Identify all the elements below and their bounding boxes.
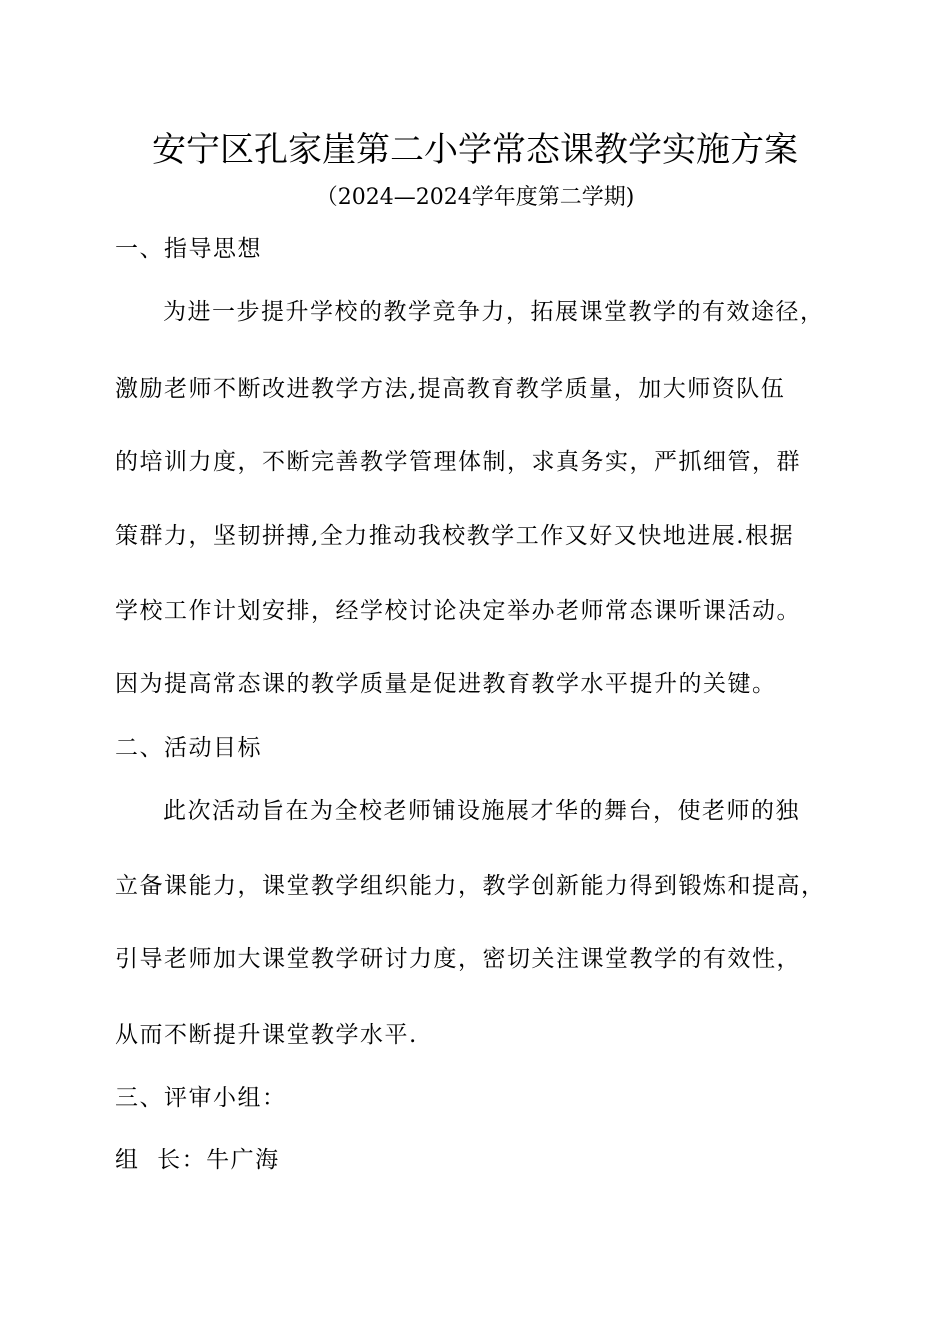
paragraph-line: 激励老师不断改进教学方法,提高教育教学质量，加大师资队伍 [115, 376, 786, 402]
paragraph-line: 学校工作计划安排，经学校讨论决定举办老师常态课听课活动。 [115, 598, 801, 624]
review-panel-leader: 组 长：牛广海 [115, 1147, 280, 1173]
paragraph-line: 因为提高常态课的教学质量是促进教育教学水平提升的关键。 [115, 671, 777, 697]
section-heading-activity-goals: 二、活动目标 [115, 735, 262, 761]
section-heading-guiding-ideology: 一、指导思想 [115, 236, 262, 262]
paragraph-line: 的培训力度，不断完善教学管理体制，求真务实，严抓细管，群 [115, 449, 801, 475]
paragraph-line: 此次活动旨在为全校老师铺设施展才华的舞台，使老师的独 [163, 798, 800, 824]
paragraph-line: 策群力，坚韧拼搏,全力推动我校教学工作又好又快地进展.根据 [115, 523, 795, 549]
paragraph-line: 立备课能力，课堂教学组织能力，教学创新能力得到锻炼和提高， [115, 873, 826, 899]
paragraph-line: 为进一步提升学校的教学竞争力，拓展课堂教学的有效途径， [163, 299, 825, 325]
document-title: 安宁区孔家崖第二小学常态课教学实施方案 [152, 130, 798, 170]
paragraph-line: 引导老师加大课堂教学研讨力度，密切关注课堂教学的有效性， [115, 946, 801, 972]
paragraph-line: 从而不断提升课堂教学水平. [115, 1022, 418, 1048]
section-heading-review-panel: 三、评审小组： [115, 1085, 287, 1111]
document-subtitle: （2024—2024学年度第二学期) [315, 185, 635, 210]
